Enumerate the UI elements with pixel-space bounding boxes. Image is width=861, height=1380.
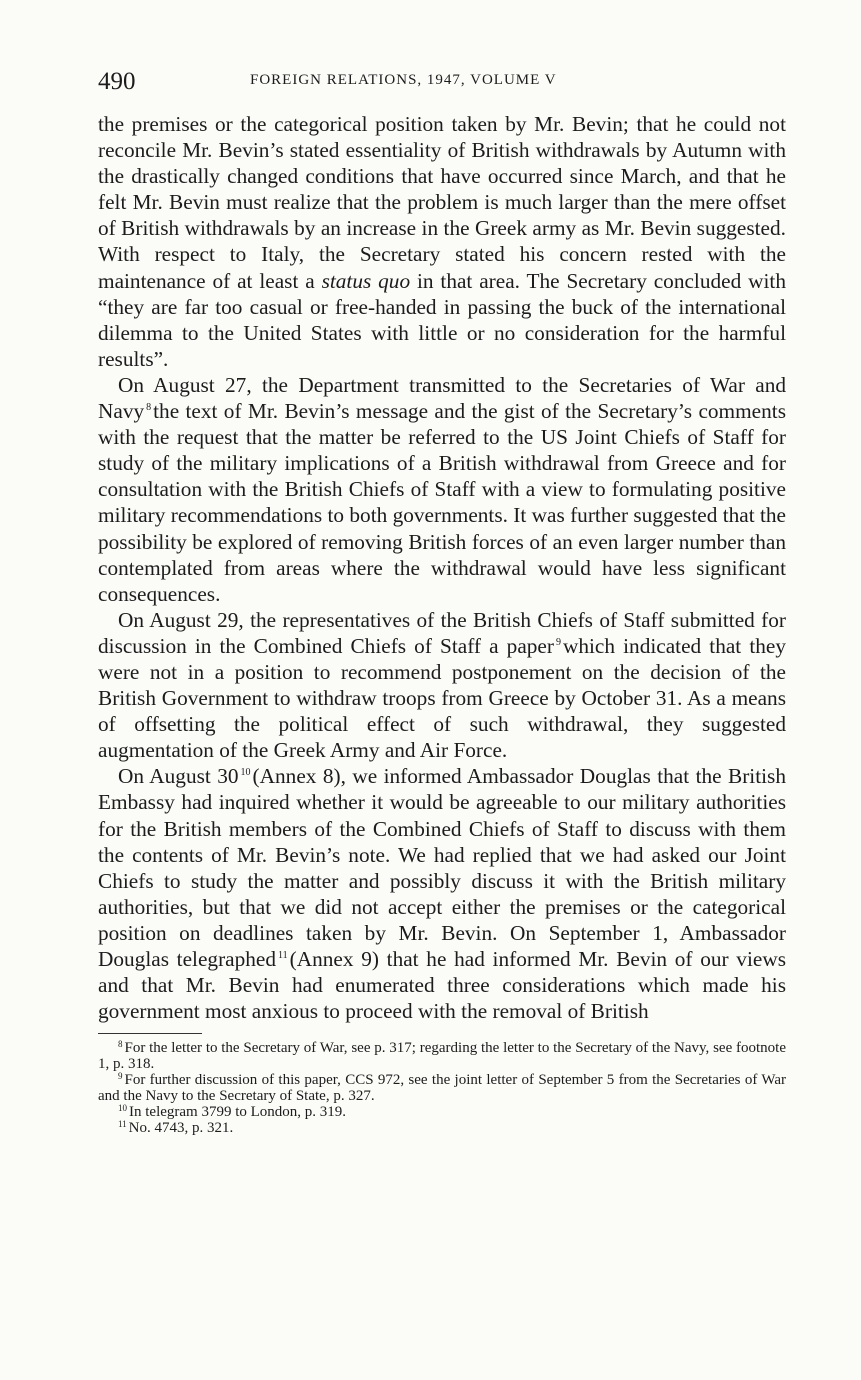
footnote <box>98 1104 786 1120</box>
running-head <box>98 66 786 98</box>
footnote <box>98 1072 786 1104</box>
footnote-ref-8[interactable]: 8 <box>146 402 152 414</box>
paragraph-1-end: in that area. The Secretary concluded with “they are far too casual or free-handed in passing the buck of the international dilemma to the United States with little or no consideration for the harmful results”. <box>98 268 786 371</box>
body-text <box>98 111 786 1024</box>
footnote-divider <box>98 1033 202 1034</box>
footnote-text: In telegram 3799 to London, p. 319. <box>129 1104 347 1121</box>
paragraph-4-mid: (Annex 8), we informed Ambassador Douglas that the British Embassy had inquired whether it would be agreeable to our military authorities for the British members of the Combined Chiefs of Staff to discuss with them the contents of Mr. Bevin’s note. We had replied that we had asked our Joint Chiefs to study the matter and possibly discuss it with the British military authorities, but that we did not accept either the premises or the categorical position on deadlines taken by Mr. Bevin. On September 1, Ambassador Douglas telegraphed <box>98 764 786 971</box>
footnote-number: 9 <box>118 1071 123 1082</box>
footnotes <box>98 1040 786 1136</box>
footnote-ref-9[interactable]: 9 <box>555 636 561 648</box>
footnote-number: 8 <box>118 1039 123 1050</box>
footnote-text: For further discussion of this paper, CCS 972, see the joint letter of September 5 from the Secretaries of War and the Navy to the Secretary of State, p. 327. <box>98 1072 786 1105</box>
paragraph-4 <box>98 763 786 1024</box>
footnote-number: 11 <box>118 1119 127 1130</box>
footnote-text: No. 4743, p. 321. <box>128 1120 234 1137</box>
paragraph-4-start: On August 30 <box>118 764 239 789</box>
document-page <box>98 66 786 1136</box>
paragraph-1-text: the premises or the categorical position taken by Mr. Bevin; that he could not reconcile Mr. Bevin’s stated essentiality of British withdrawals by Autumn with the drastically changed conditions that have occurred since March, and that he felt Mr. Bevin must realize that the problem is much larger than the mere offset of British withdrawals by an increase in the Greek army as Mr. Bevin suggested. With respect to Italy, the Secretary stated his concern rested with the maintenance of at least a <box>98 112 786 293</box>
running-title: FOREIGN RELATIONS, 1947, VOLUME V <box>250 72 557 88</box>
paragraph-3-start: On August 29, the representatives of the British Chiefs of Staff submitted for discussion in the Combined Chiefs of Staff a paper <box>98 607 786 658</box>
italic-phrase: status quo <box>321 268 411 293</box>
paragraph-3 <box>98 607 786 764</box>
footnote-text: For the letter to the Secretary of War, see p. 317; regarding the letter to the Secretary of the Navy, see footnote 1, p. 318. <box>98 1040 786 1073</box>
footnote <box>98 1040 786 1072</box>
paragraph-2-start: On August 27, the Department transmitted to the Secretaries of War and Navy <box>98 372 786 424</box>
paragraph-3-end: which indicated that they were not in a position to recommend postponement on the decision of the British Government to withdraw troops from Greece by October 31. As a means of offsetting the political effect of such withdrawal, they suggested augmentation of the Greek Army and Air Force. <box>98 633 786 763</box>
paragraph-2-end: the text of Mr. Bevin’s message and the gist of the Secretary’s comments with the request that the matter be referred to the US Joint Chiefs of Staff for study of the military implications of a British withdrawal from Greece and for consultation with the British Chiefs of Staff with a view to formulating positive military recommendations to both governments. It was further suggested that the possibility be explored of removing British forces of an even larger number than contemplated from areas where the withdrawal would have less significant consequences. <box>98 399 786 606</box>
page-number: 490 <box>98 68 136 95</box>
footnote <box>98 1120 786 1136</box>
paragraph-4-end: (Annex 9) that he had informed Mr. Bevin of our views and that Mr. Bevin had enumerated three considerations which made his government most anxious to proceed with the removal of British <box>98 947 786 1024</box>
footnote-number: 10 <box>118 1103 127 1114</box>
footnote-ref-11[interactable]: 11 <box>278 950 288 961</box>
footnote-ref-10[interactable]: 10 <box>240 767 251 779</box>
paragraph-2 <box>98 372 786 607</box>
paragraph-1 <box>98 111 786 372</box>
